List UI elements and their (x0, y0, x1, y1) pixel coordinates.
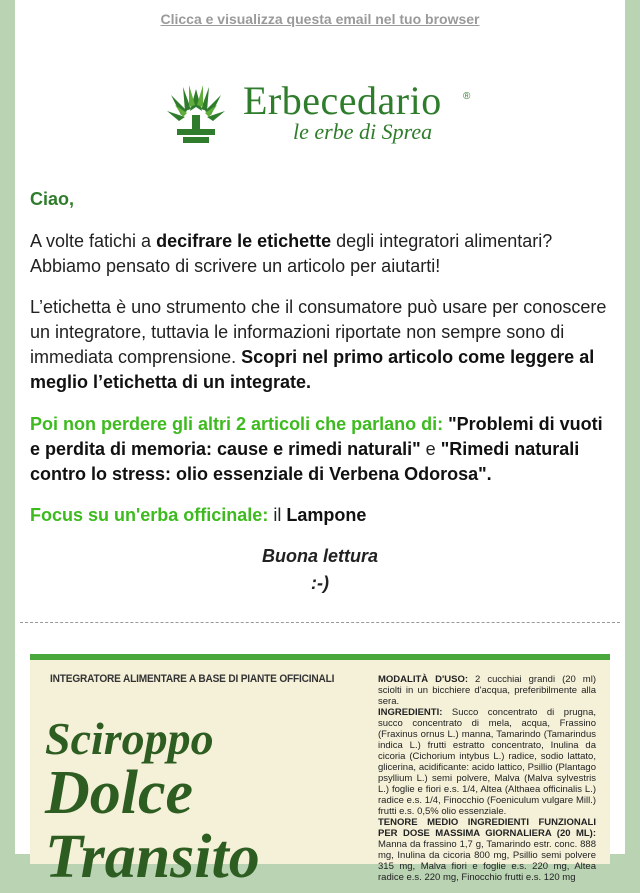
focus-article: il (268, 505, 287, 525)
ingredients-text: Succo concentrato di prugna, succo concentrato di mela, acqua, Frassino (Fraxinus ornus L.) manna, Tamarindo (Tamarindus indica L.) frutti estratto concentrato, Inulina da cicoria (Cichorium intybus L.) radice, sodio lattato, glicerina, acidificante: acido lattico, Psillio (Plantago psyllium L.) semi polvere, Malva (Malva sylvestris L.) foglie e fiori e.s. 1/4, Altea (Althaea officinalis L.) radice e.s. 1/4, Finocchio (Foeniculum vulgare Mill.) frutti e.s. 0,5% olio essenziale. (378, 707, 596, 817)
registered-mark: ® (463, 91, 471, 102)
email-card (15, 0, 625, 891)
paragraph-other-articles (30, 412, 615, 487)
paragraph-label-article (30, 295, 615, 395)
lampone-link[interactable]: Lampone (286, 505, 367, 525)
logo-brand-text: Erbecedario (243, 78, 442, 123)
label-text: L’etichetta è uno strumento che il consumatore può usare per conoscere un integratore, tuttavia le informazioni riportate non sempre sono di immediata comprensione. (30, 297, 607, 367)
closing-smiley: :-) (311, 573, 329, 593)
intro-text-c: degli integratori alimentari? Abbiamo pensato di scrivere un articolo per aiutarti! (30, 231, 553, 276)
dashed-divider (20, 622, 620, 623)
other-articles-lead: Poi non perdere gli altri 2 articoli che parlano di: (30, 414, 449, 434)
product-label-info (378, 674, 596, 883)
first-article-link[interactable]: Scopri nel primo articolo come leggere al meglio l’etichetta di un integrate. (30, 347, 595, 392)
closing-text: Buona lettura (261, 546, 378, 566)
product-title-line1: Sciroppo (45, 713, 214, 764)
greeting: Ciao, (30, 189, 75, 209)
product-title-line3: Transito (45, 823, 260, 891)
product-title-line2: Dolce (45, 759, 194, 827)
product-category: INTEGRATORE ALIMENTARE A BASE DI PIANTE OFFICINALI (50, 673, 335, 685)
logo-tagline: le erbe di Sprea (293, 119, 433, 144)
content-text: Manna da frassino 1,7 g, Tamarindo estr. conc. 888 mg, Inulina da cicoria 800 mg, Psillio semi polvere 315 mg, Malva fiori e foglie e.s. 220 mg, Altea radice e.s. 220 mg, Finocchio frutti e.s. 120 mg (378, 839, 596, 883)
content-label: TENORE MEDIO INGREDIENTI FUNZIONALI PER DOSE MASSIMA GIORNALIERA (20 ML): (378, 817, 596, 839)
erbecedario-logo[interactable] (165, 77, 475, 157)
plant-logo-icon (165, 81, 227, 147)
intro-text-a: A volte fatichi a (30, 231, 157, 251)
product-banner[interactable] (30, 654, 610, 891)
conjunction: e (420, 439, 441, 459)
memory-article-link[interactable]: "Problemi di vuoti e perdita di memoria: cause e rimedi naturali" (30, 414, 603, 459)
stress-article-link[interactable]: "Rimedi naturali contro lo stress: olio essenziale di Verbena Odorosa". (30, 439, 580, 484)
usage-text: 2 cucchiai grandi (20 ml) sciolti in un bicchiere d'acqua, preferibilmente alla sera. (378, 674, 596, 707)
intro-bold: decifrare le etichette (156, 231, 332, 251)
usage-label: MODALITÀ D'USO: (378, 674, 469, 685)
view-in-browser-link[interactable]: Clicca e visualizza questa email nel tuo browser (160, 11, 480, 27)
ingredients-label: INGREDIENTI: (378, 707, 443, 718)
paragraph-focus-herb (30, 503, 615, 528)
focus-lead: Focus su un'erba officinale: (30, 505, 269, 525)
paragraph-intro (30, 229, 615, 279)
